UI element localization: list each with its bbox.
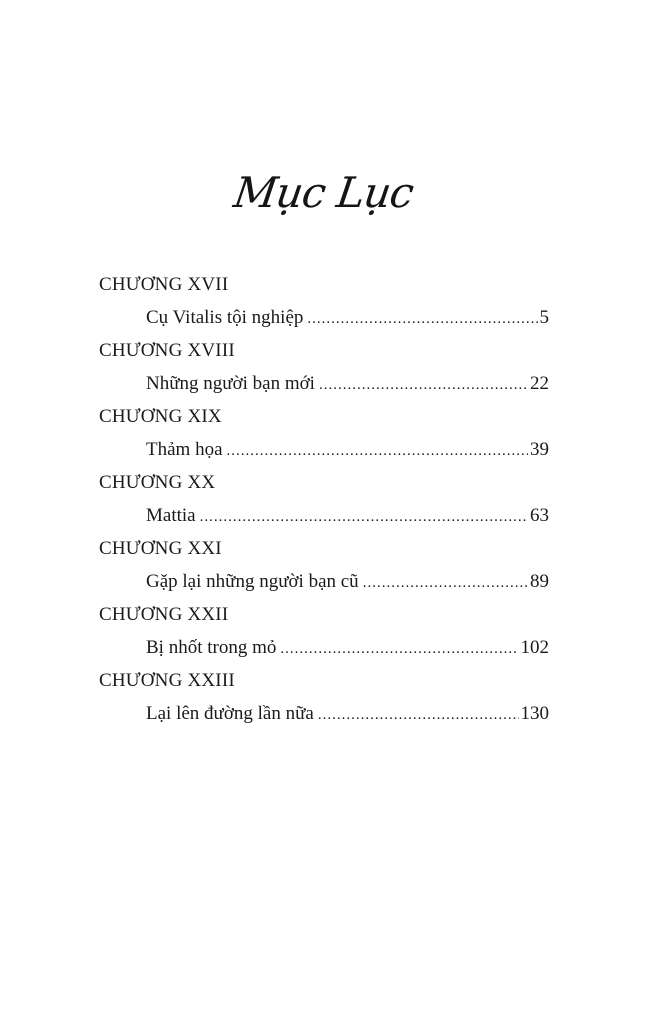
toc-title: Mục Lục xyxy=(230,168,417,217)
toc-entry[interactable] xyxy=(99,433,549,466)
page-number: 22 xyxy=(530,373,549,394)
toc-group xyxy=(99,268,549,334)
chapter-heading: CHƯƠNG XIX xyxy=(99,406,222,427)
table-of-contents xyxy=(99,268,549,730)
page-number: 63 xyxy=(530,505,549,526)
toc-entry[interactable] xyxy=(99,565,549,598)
chapter-heading: CHƯƠNG XVII xyxy=(99,274,229,295)
toc-group xyxy=(99,598,549,664)
chapter-heading: CHƯƠNG XXII xyxy=(99,604,229,625)
entry-title: Cụ Vitalis tội nghiệp xyxy=(146,307,304,328)
dot-leader xyxy=(307,303,537,336)
page-number: 5 xyxy=(539,307,549,328)
entry-title: Thảm họa xyxy=(146,439,223,460)
toc-group xyxy=(99,532,549,598)
entry-title: Lại lên đường lần nữa xyxy=(146,703,314,724)
page-number: 39 xyxy=(530,439,549,460)
entry-title: Mattia xyxy=(146,505,196,526)
toc-group xyxy=(99,466,549,532)
entry-title: Bị nhốt trong mỏ xyxy=(146,637,277,658)
toc-entry[interactable] xyxy=(99,631,549,664)
chapter-heading: CHƯƠNG XXI xyxy=(99,538,222,559)
dot-leader xyxy=(363,567,528,600)
page-number: 130 xyxy=(520,703,549,724)
chapter-heading: CHƯƠNG XXIII xyxy=(99,670,235,691)
entry-title: Những người bạn mới xyxy=(146,373,315,394)
toc-group xyxy=(99,664,549,730)
dot-leader xyxy=(319,369,528,402)
toc-entry[interactable] xyxy=(99,301,549,334)
toc-entry[interactable] xyxy=(99,697,549,730)
toc-group xyxy=(99,400,549,466)
chapter-heading: CHƯƠNG XVIII xyxy=(99,340,235,361)
dot-leader xyxy=(280,633,518,666)
toc-entry[interactable] xyxy=(99,499,549,532)
chapter-heading: CHƯƠNG XX xyxy=(99,472,216,493)
dot-leader xyxy=(227,435,528,468)
toc-group xyxy=(99,334,549,400)
toc-entry[interactable] xyxy=(99,367,549,400)
dot-leader xyxy=(318,699,519,732)
entry-title: Gặp lại những người bạn cũ xyxy=(146,571,359,592)
dot-leader xyxy=(200,501,528,534)
page-number: 102 xyxy=(520,637,549,658)
page-number: 89 xyxy=(530,571,549,592)
